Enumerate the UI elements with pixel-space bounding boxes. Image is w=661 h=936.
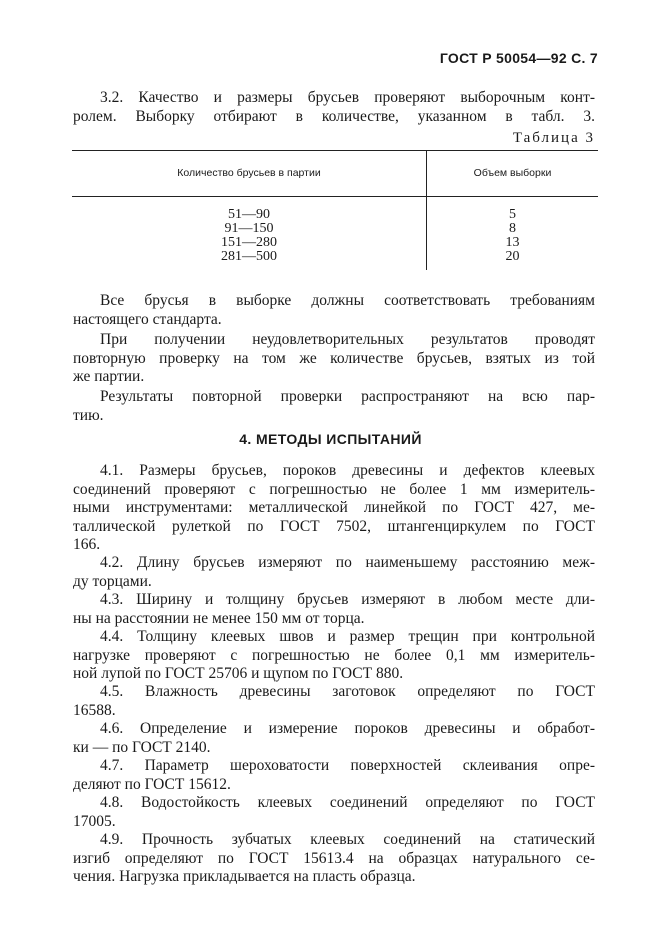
text-line: 17005. xyxy=(73,812,116,830)
clause-4-5 xyxy=(73,683,595,720)
table-3 xyxy=(72,150,598,270)
table-cell-sample: 5 xyxy=(509,207,516,222)
text-line: 166. xyxy=(73,536,101,553)
text-line: же партии. xyxy=(73,368,145,385)
clause-4-6 xyxy=(73,720,595,757)
table-column-quantity xyxy=(72,208,426,264)
text-line: 4.4. Толщину клеевых швов и размер трещин при контрольной xyxy=(100,628,595,645)
clause-4-8 xyxy=(73,794,595,831)
clause-4-7 xyxy=(73,757,595,794)
text-line: 16588. xyxy=(73,701,116,719)
table-cell-sample: 20 xyxy=(505,249,520,264)
text-line: тию. xyxy=(73,406,104,424)
paragraph-retest-results xyxy=(73,388,595,425)
text-line: 4.5. Влажность древесины заготовок определяют по ГОСТ xyxy=(100,683,595,700)
running-head: ГОСТ Р 50054—92 С. 7 xyxy=(439,50,598,66)
text-line: Все брусья в выборке должны соответствовать требованиям xyxy=(100,292,595,309)
text-line: 4.6. Определение и измерение пороков древесины и обработ- xyxy=(100,720,595,737)
text-line: таллической рулеткой по ГОСТ 7502, штангенциркулем по ГОСТ xyxy=(73,517,595,535)
clause-4-4 xyxy=(73,628,595,684)
table-column-sample xyxy=(427,208,598,264)
text-line: ны на расстоянии не менее 150 мм от торца. xyxy=(73,609,365,627)
table-header-quantity: Количество брусьев в партии xyxy=(177,167,321,179)
text-line: 4.8. Водостойкость клеевых соединений определяют по ГОСТ xyxy=(100,794,595,811)
table-cell-range: 51—90 xyxy=(228,207,270,222)
text-line: При получении неудовлетворительных результатов проводят xyxy=(100,331,595,348)
paragraph-3-2 xyxy=(73,89,595,126)
text-line: ки — по ГОСТ 2140. xyxy=(73,738,211,756)
text-line: 4.2. Длину брусьев измеряют по наименьшему расстоянию меж- xyxy=(100,554,595,571)
table-caption: Таблица 3 xyxy=(512,130,595,146)
table-header-rule xyxy=(72,196,598,197)
text-line: соединений проверяют с погрешностью не более 1 мм измеритель- xyxy=(73,480,595,498)
text-line: повторную проверку на том же количестве брусьев, взятых из той xyxy=(73,349,595,367)
text-line: 4.7. Параметр шероховатости поверхностей склеивания опре- xyxy=(100,757,595,774)
table-cell-range: 151—280 xyxy=(221,235,277,250)
text-line: нагрузке проверяют с погрешностью не более 0,1 мм измеритель- xyxy=(73,646,595,664)
text-line: чения. Нагрузка прикладывается на пласть образца. xyxy=(73,868,416,885)
paragraph-retest xyxy=(73,331,595,387)
section-title: 4. МЕТОДЫ ИСПЫТАНИЙ xyxy=(239,431,422,447)
text-line: изгиб определяют по ГОСТ 15613.4 на образцах натурального се- xyxy=(73,849,595,867)
paragraph-requirements xyxy=(73,292,595,329)
clause-4-9 xyxy=(73,831,595,887)
text-line: ду торцами. xyxy=(73,572,152,590)
clause-4-3 xyxy=(73,591,595,628)
table-top-rule xyxy=(72,150,598,151)
clause-4-1 xyxy=(73,462,595,555)
text-line: ными инструментами: металлической линейкой по ГОСТ 427, ме- xyxy=(73,499,595,516)
text-line: Результаты повторной проверки распространяют на всю пар- xyxy=(100,388,595,405)
text-line: 4.9. Прочность зубчатых клеевых соединений на статический xyxy=(100,831,595,848)
text-line: деляют по ГОСТ 15612. xyxy=(73,775,231,793)
table-cell-sample: 13 xyxy=(505,235,520,250)
text-line: ной лупой по ГОСТ 25706 и щупом по ГОСТ 880. xyxy=(73,665,404,682)
text-line: настоящего стандарта. xyxy=(73,310,222,328)
text-line: ролем. Выборку отбирают в количестве, указанном в табл. 3. xyxy=(73,107,595,125)
table-header-sample: Объем выборки xyxy=(473,167,552,179)
table-cell-range: 91—150 xyxy=(224,221,274,236)
text-line: 3.2. Качество и размеры брусьев проверяют выборочным конт- xyxy=(100,89,595,106)
clause-4-2 xyxy=(73,554,595,591)
text-line: 4.1. Размеры брусьев, пороков древесины и дефектов клеевых xyxy=(100,462,595,479)
table-cell-range: 281—500 xyxy=(221,249,277,264)
text-line: 4.3. Ширину и толщину брусьев измеряют в любом месте дли- xyxy=(100,591,595,608)
table-cell-sample: 8 xyxy=(509,221,516,236)
